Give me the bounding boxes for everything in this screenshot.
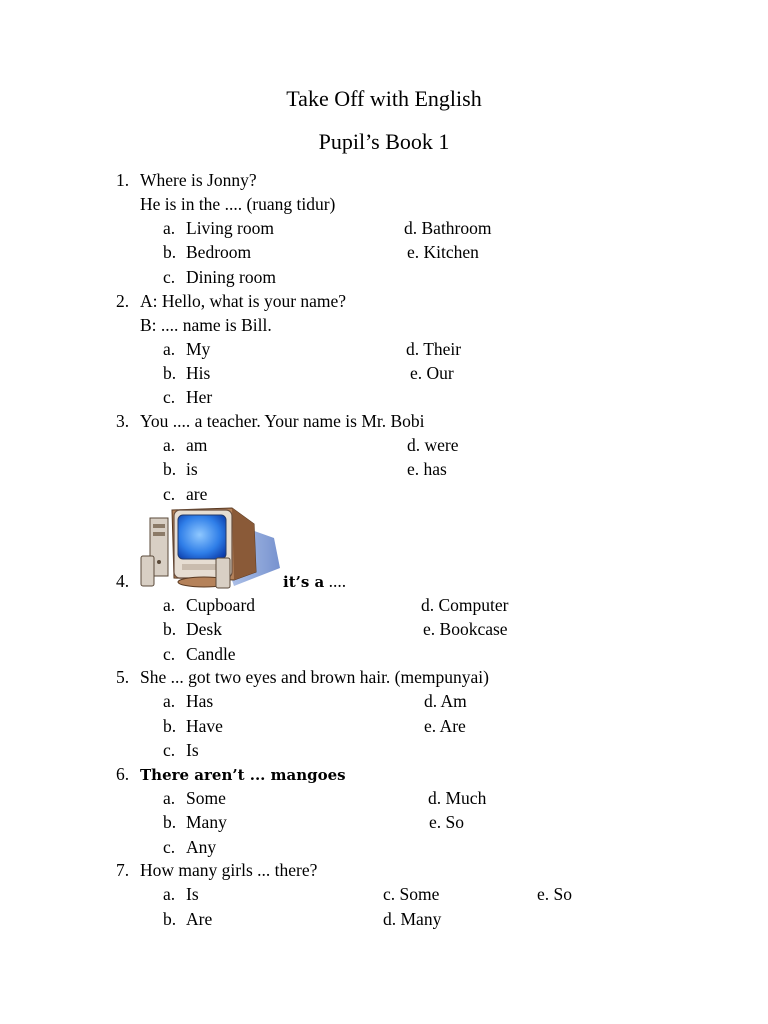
option-e: e. Our: [410, 363, 454, 383]
option-c: c. Any: [163, 837, 217, 857]
option-c: c. Her: [163, 387, 213, 407]
option-a: a. am: [163, 435, 208, 455]
option-c: c. Candle: [163, 644, 236, 664]
option-b: b. Are: [163, 909, 213, 929]
question-text: There aren’t ... mangoes: [140, 766, 346, 784]
option-d: d. were: [407, 435, 459, 455]
option-c: c. Dining room: [163, 267, 276, 287]
question-text: He is in the .... (ruang tidur): [140, 194, 336, 214]
option-b: b. His: [163, 363, 211, 383]
option-e: e. So: [429, 812, 465, 832]
option-a: a. Cupboard: [163, 595, 256, 615]
question-1: [116, 168, 257, 192]
option-c: c. Some: [383, 884, 440, 904]
option-b: b. Desk: [163, 619, 222, 639]
question-text: Where is Jonny?: [140, 170, 257, 190]
option-e: e. So: [537, 884, 573, 904]
option-c: c. are: [163, 484, 208, 504]
option-b: b. Have: [163, 716, 223, 736]
document-subtitle: Pupil’s Book 1: [318, 129, 450, 154]
option-a: a. Some: [163, 788, 226, 808]
option-e: e. has: [407, 459, 447, 479]
option-a: a. Living room: [163, 218, 274, 238]
question-text: How many girls ... there?: [140, 860, 318, 880]
question-4: [116, 569, 140, 593]
question-number: 3.: [116, 411, 130, 431]
question-number: 6.: [116, 764, 130, 784]
computer-icon: [134, 502, 284, 592]
document-title: Take Off with English: [286, 86, 482, 111]
question-2: [116, 289, 346, 313]
question-text: B: .... name is Bill.: [140, 315, 272, 335]
question-number: 1.: [116, 170, 130, 190]
question-6: [116, 762, 346, 787]
question-number: 2.: [116, 291, 130, 311]
question-number: 5.: [116, 667, 130, 687]
option-e: e. Are: [424, 716, 466, 736]
option-e: e. Bookcase: [423, 619, 508, 639]
question-7: [116, 858, 317, 882]
option-a: a. Is: [163, 884, 199, 904]
question-text: A: Hello, what is your name?: [140, 291, 347, 311]
option-c: c. Is: [163, 740, 199, 760]
question-number: 7.: [116, 860, 130, 880]
option-b: b. is: [163, 459, 198, 479]
option-e: e. Kitchen: [407, 242, 479, 262]
question-5: [116, 665, 489, 689]
option-d: d. Their: [406, 339, 462, 359]
option-d: d. Much: [428, 788, 487, 808]
option-d: d. Many: [383, 909, 442, 929]
option-d: d. Computer: [421, 595, 509, 615]
question-text: She ... got two eyes and brown hair. (mempunyai): [140, 667, 489, 687]
option-a: a. My: [163, 339, 211, 359]
question-3: [116, 409, 425, 433]
computer-illustration: [134, 502, 284, 592]
question-text: it’s a ....: [283, 571, 347, 591]
option-d: d. Bathroom: [404, 218, 492, 238]
option-b: b. Many: [163, 812, 227, 832]
option-b: b. Bedroom: [163, 242, 252, 262]
option-d: d. Am: [424, 691, 467, 711]
question-text: You .... a teacher. Your name is Mr. Bobi: [140, 411, 425, 431]
question-number: 4.: [116, 571, 130, 591]
option-a: a. Has: [163, 691, 214, 711]
